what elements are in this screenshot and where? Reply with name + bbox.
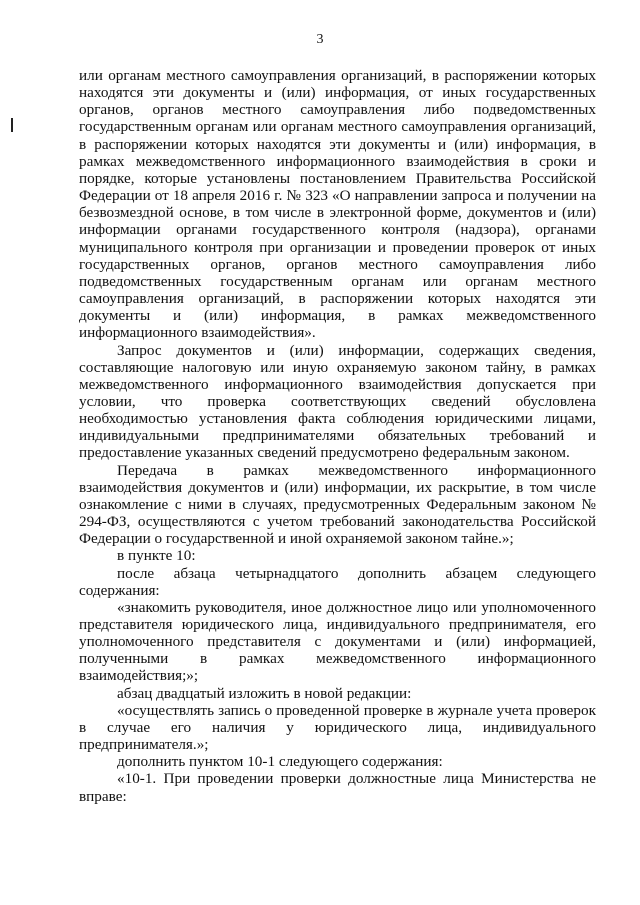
- paragraph: «знакомить руководителя, иное должностное лицо или уполномоченного представителя юридического лица, индивидуального предпринимателя, его уполномоченного представителя с документами и (или) информацией, полученными в рамках межведомственного информационного взаимодействия;»;: [79, 598, 596, 685]
- paragraph: Запрос документов и (или) информации, содержащих сведения, составляющие налоговую или иную охраняемую законом тайну, в рамках межведомственного информационного взаимодействия допускается при условии, что проверка соответствующих сведений обусловлена необходимостью установления факта соблюдения юридическими лицами, индивидуальными предпринимателями обязательных требований и предоставление указанных сведений предусмотрено федеральным законом.: [79, 341, 596, 462]
- page-number: 3: [316, 32, 324, 47]
- paragraph: «10-1. При проведении проверки должностные лица Министерства не вправе:: [79, 770, 596, 805]
- paragraph: абзац двадцатый изложить в новой редакции:: [117, 684, 412, 702]
- paragraph: в пункте 10:: [117, 547, 196, 565]
- body-text: [79, 67, 596, 805]
- paragraph: или органам местного самоуправления организаций, в распоряжении которых находятся эти документы и (или) информация, от иных государственных органов, органов местного самоуправления либо подведомственных государственным органам или органам местного самоуправления организаций, в распоряжении которых находятся эти документы и (или) информация, в рамках межведомственного информационного взаимодействия в сроки и порядке, которые установлены постановлением Правительства Российской Федерации от 18 апреля 2016 г. № 323 «О направлении запроса и получении на безвозмездной основе, в том числе в электронной форме, документов и (или) информации органами государственного контроля (надзора), органами муниципального контроля при организации и проведении проверок от иных государственных органов, органов местного самоуправления либо подведомственных государственным органам или органам местного самоуправления организаций, в распоряжении которых находятся эти документы и (или) информация, в рамках межведомственного информационного взаимодействия».: [79, 67, 596, 342]
- paragraph: «осуществлять запись о проведенной проверке в журнале учета проверок в случае его наличия у юридического лица, индивидуального предпринимателя.»;: [79, 701, 596, 754]
- paragraph: дополнить пунктом 10-1 следующего содержания:: [117, 753, 443, 771]
- paragraph: после абзаца четырнадцатого дополнить абзацем следующего содержания:: [79, 564, 596, 599]
- margin-mark: [11, 118, 13, 132]
- paragraph: Передача в рамках межведомственного информационного взаимодействия документов и (или) информации, их раскрытие, в том числе ознакомление с ними в случаях, предусмотренных Федеральным законом № 294-ФЗ, осуществляются с учетом требований законодательства Российской Федерации о государственной и иной охраняемой законом тайне.»;: [79, 461, 596, 548]
